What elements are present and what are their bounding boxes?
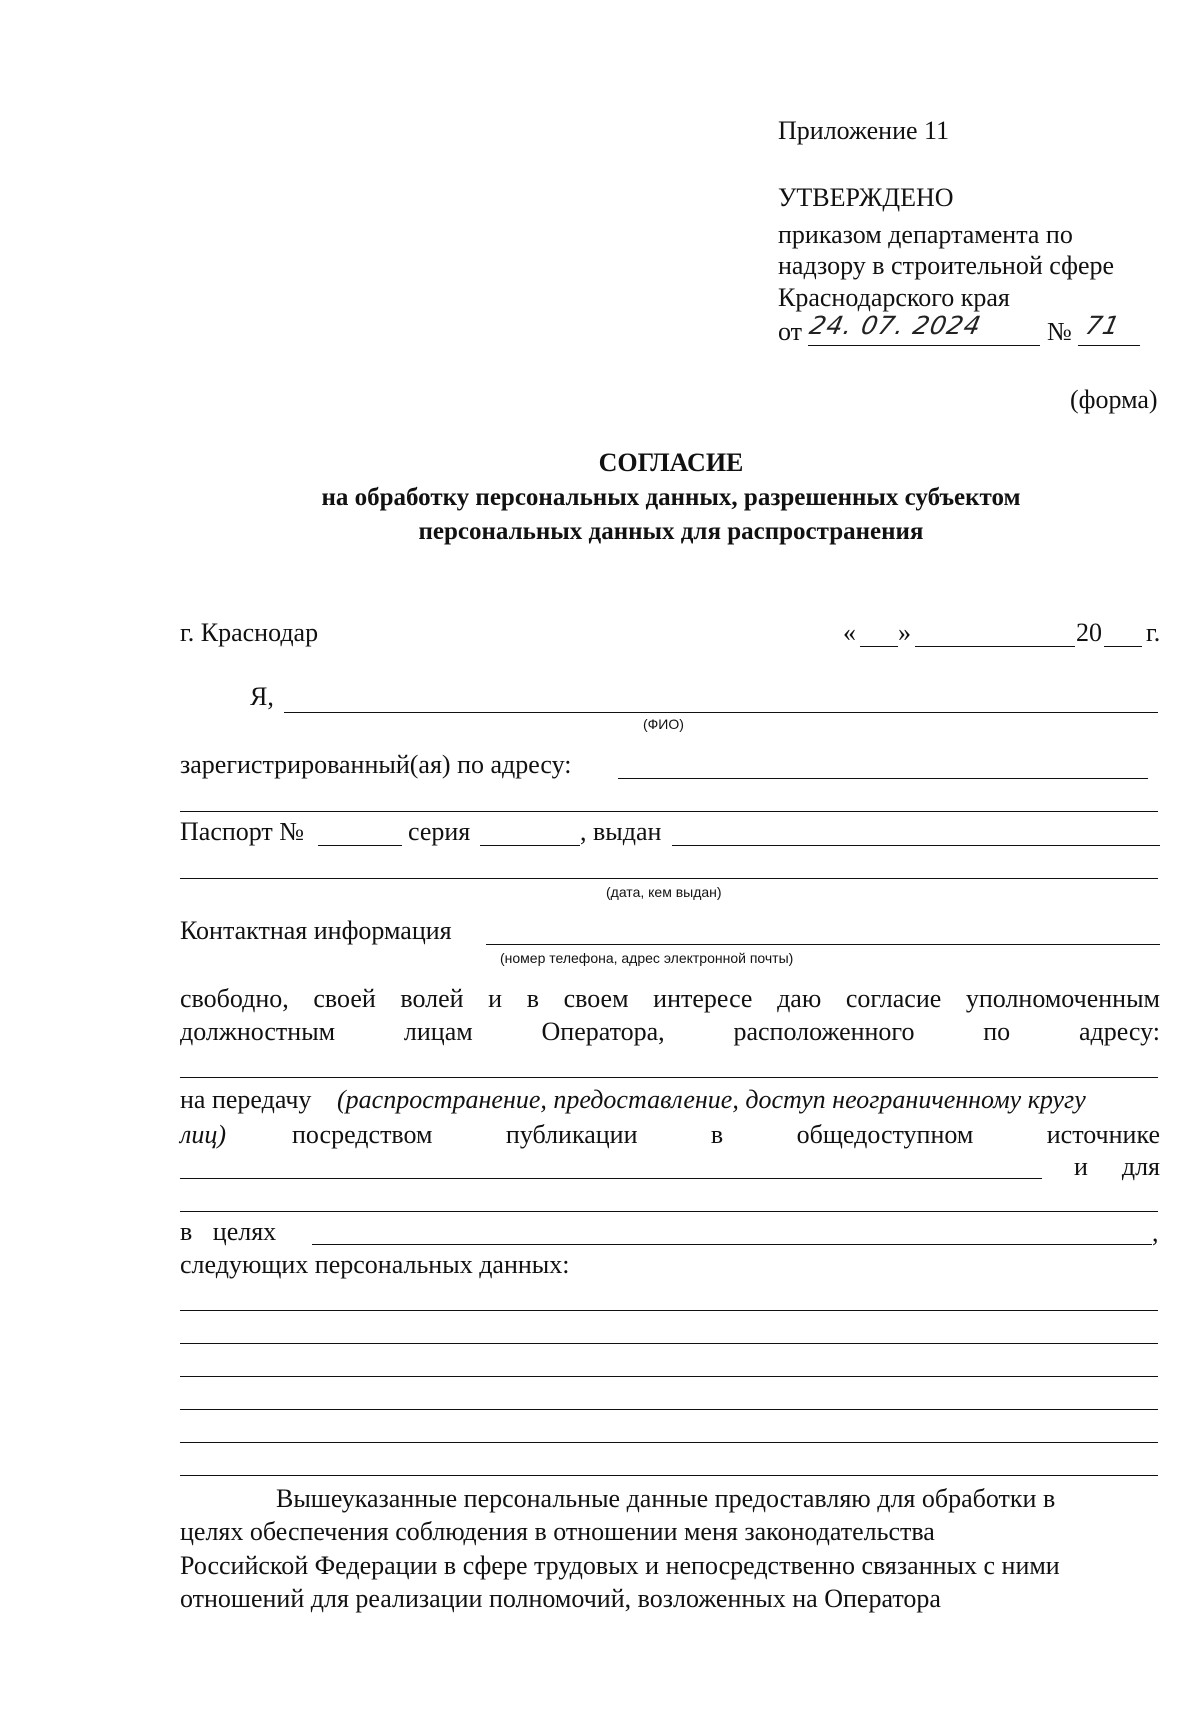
- passport-number-field[interactable]: [318, 845, 402, 846]
- personal-data-line-1[interactable]: [180, 1310, 1158, 1311]
- address-field-line-2[interactable]: [180, 811, 1158, 812]
- appendix-label: Приложение 11: [778, 116, 950, 145]
- order-number-underline: [1078, 345, 1140, 346]
- personal-data-line-5[interactable]: [180, 1442, 1158, 1443]
- personal-data-line-3[interactable]: [180, 1376, 1158, 1377]
- address-field[interactable]: [618, 778, 1148, 779]
- passport-label: Паспорт №: [180, 817, 305, 846]
- transfer-prefix: на передачу: [180, 1085, 312, 1114]
- year-field[interactable]: [1104, 646, 1142, 647]
- order-date-handwritten: 24. 07. 2024: [806, 311, 985, 340]
- passport-series-field[interactable]: [480, 845, 580, 846]
- order-line-2: надзору в строительной сфере: [778, 251, 1115, 280]
- order-date-underline: [808, 345, 1040, 346]
- series-label: серия: [408, 817, 471, 846]
- month-field[interactable]: [915, 646, 1075, 647]
- i-label: Я,: [250, 682, 274, 711]
- issued-field[interactable]: [672, 845, 1160, 846]
- transfer-rest: посредством публикации в общедоступном источнике: [292, 1120, 1160, 1149]
- operator-address-field[interactable]: [180, 1077, 1158, 1078]
- personal-data-line-2[interactable]: [180, 1343, 1158, 1344]
- document-subtitle-line-2: персональных данных для распространения: [418, 518, 924, 545]
- year-prefix: 20: [1076, 618, 1102, 647]
- form-label: (форма): [1070, 385, 1158, 414]
- number-prefix: №: [1047, 317, 1072, 346]
- order-line-3: Краснодарского края: [778, 283, 1010, 312]
- consent-text-line-1: свободно, своей волей и в своем интересе даю согласие уполномоченным: [180, 984, 1160, 1013]
- purpose-field[interactable]: [312, 1244, 1152, 1245]
- order-number-handwritten: 71: [1082, 311, 1123, 340]
- date-prefix: от: [778, 317, 803, 346]
- city-label: г. Краснодар: [180, 618, 319, 647]
- fio-field[interactable]: [284, 712, 1158, 713]
- year-suffix: г.: [1146, 618, 1161, 647]
- purpose-comma: ,: [1152, 1218, 1159, 1247]
- day-field[interactable]: [860, 646, 898, 647]
- fio-caption: (ФИО): [643, 716, 684, 732]
- quote-open: «: [843, 618, 856, 647]
- consent-text-line-2: должностным лицам Оператора, расположенного по адресу:: [180, 1017, 1160, 1046]
- paragraph-line-3: Российской Федерации в сфере трудовых и непосредственно связанных с ними: [180, 1551, 1060, 1580]
- address-label: зарегистрированный(ая) по адресу:: [180, 750, 572, 779]
- quote-close: »: [898, 618, 911, 647]
- and-for-label: и для: [1074, 1152, 1160, 1181]
- order-line-1: приказом департамента по: [778, 220, 1073, 249]
- approved-label: УТВЕРЖДЕНО: [778, 183, 954, 212]
- source-field[interactable]: [180, 1178, 1042, 1179]
- personal-data-line-4[interactable]: [180, 1409, 1158, 1410]
- purpose-label: в целях: [180, 1217, 277, 1246]
- following-data-label: следующих персональных данных:: [180, 1250, 570, 1279]
- paragraph-line-1: Вышеуказанные персональные данные предоставляю для обработки в: [276, 1484, 1056, 1513]
- contact-caption: (номер телефона, адрес электронной почты): [500, 950, 794, 966]
- transfer-italic-line-1: (распространение, предоставление, доступ неограниченному кругу: [337, 1085, 1086, 1114]
- contact-field[interactable]: [486, 944, 1160, 945]
- contact-label: Контактная информация: [180, 916, 452, 945]
- document-title: СОГЛАСИЕ: [598, 448, 744, 477]
- paragraph-line-2: целях обеспечения соблюдения в отношении меня законодательства: [180, 1517, 935, 1546]
- issued-caption: (дата, кем выдан): [606, 884, 722, 900]
- source-field-line-2[interactable]: [180, 1211, 1158, 1212]
- issued-field-line-2[interactable]: [180, 878, 1158, 879]
- paragraph-line-4: отношений для реализации полномочий, возложенных на Оператора: [180, 1584, 941, 1613]
- personal-data-line-6[interactable]: [180, 1475, 1158, 1476]
- transfer-italic-line-2: лиц): [180, 1120, 226, 1149]
- issued-label: , выдан: [580, 817, 662, 846]
- document-subtitle-line-1: на обработку персональных данных, разрешенных субъектом: [321, 484, 1021, 511]
